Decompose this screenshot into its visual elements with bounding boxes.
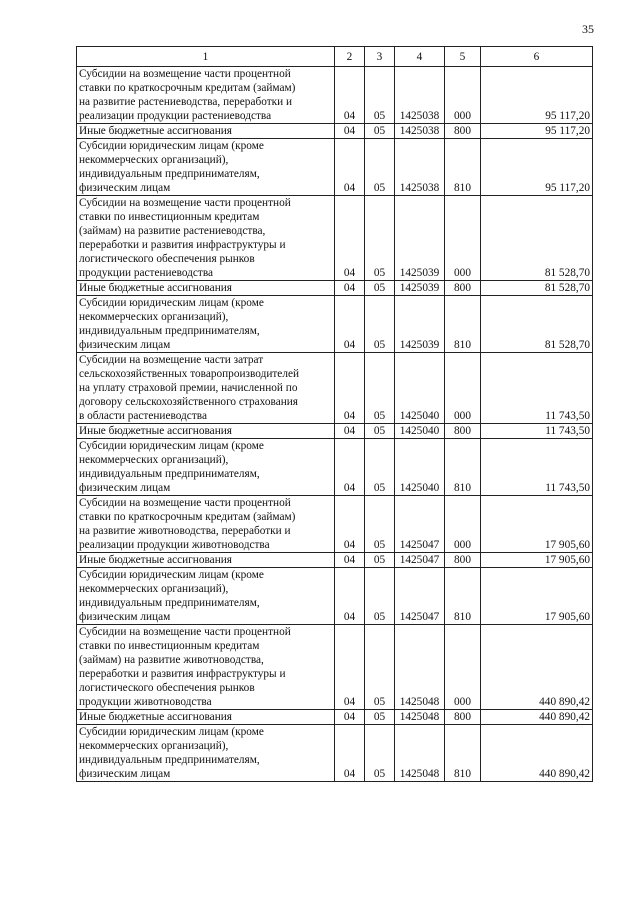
row-name-cell: Субсидии на возмещение части процентной ставки по краткосрочным кредитам (займам) на развитие животноводства, переработки и реализации продукции животноводства: [77, 496, 335, 553]
target-article-cell: 1425038: [395, 67, 445, 124]
subsection-code-cell: 05: [365, 553, 395, 568]
table-row: [77, 196, 593, 281]
table-row: [77, 710, 593, 725]
expense-type-cell: 810: [445, 439, 481, 496]
section-code-cell: 04: [335, 281, 365, 296]
subsection-code-cell: 05: [365, 139, 395, 196]
section-code-cell: 04: [335, 439, 365, 496]
table-row: [77, 496, 593, 553]
row-name-cell: Субсидии на возмещение части процентной ставки по инвестиционным кредитам (займам) на развитие животноводства, переработки и развития инфраструктуры и логистического обеспечения рынков продукции животноводства: [77, 625, 335, 710]
target-article-cell: 1425039: [395, 196, 445, 281]
row-name-cell: Субсидии юридическим лицам (кроме некоммерческих организаций), индивидуальным предпринимателям, физическим лицам: [77, 725, 335, 782]
table-body: [77, 67, 593, 782]
subsection-code-cell: 05: [365, 568, 395, 625]
table-header-row: [77, 47, 593, 67]
row-name-cell: Субсидии юридическим лицам (кроме некоммерческих организаций), индивидуальным предпринимателям, физическим лицам: [77, 439, 335, 496]
amount-cell: 95 117,20: [481, 67, 593, 124]
expense-type-cell: 800: [445, 424, 481, 439]
amount-cell: 11 743,50: [481, 353, 593, 424]
expense-type-cell: 000: [445, 196, 481, 281]
subsection-code-cell: 05: [365, 424, 395, 439]
target-article-cell: 1425039: [395, 281, 445, 296]
row-name-cell: Субсидии на возмещение части затрат сельскохозяйственных товаропроизводителей на уплату страховой премии, начисленной по договору сельскохозяйственного страхования в области растениеводства: [77, 353, 335, 424]
expense-type-cell: 800: [445, 710, 481, 725]
table-row: [77, 553, 593, 568]
section-code-cell: 04: [335, 353, 365, 424]
subsection-code-cell: 05: [365, 625, 395, 710]
expense-type-cell: 800: [445, 281, 481, 296]
section-code-cell: 04: [335, 296, 365, 353]
section-code-cell: 04: [335, 625, 365, 710]
target-article-cell: 1425047: [395, 568, 445, 625]
row-name-cell: Субсидии на возмещение части процентной ставки по инвестиционным кредитам (займам) на развитие растениеводства, переработки и развития инфраструктуры и логистического обеспечения рынков продукции растениеводства: [77, 196, 335, 281]
subsection-code-cell: 05: [365, 725, 395, 782]
subsection-code-cell: 05: [365, 710, 395, 725]
target-article-cell: 1425038: [395, 124, 445, 139]
subsection-code-cell: 05: [365, 439, 395, 496]
subsection-code-cell: 05: [365, 196, 395, 281]
amount-cell: 17 905,60: [481, 553, 593, 568]
section-code-cell: 04: [335, 710, 365, 725]
subsection-code-cell: 05: [365, 281, 395, 296]
amount-cell: 95 117,20: [481, 124, 593, 139]
target-article-cell: 1425047: [395, 553, 445, 568]
table-row: [77, 139, 593, 196]
row-name-cell: Субсидии юридическим лицам (кроме некоммерческих организаций), индивидуальным предпринимателям, физическим лицам: [77, 568, 335, 625]
amount-cell: 440 890,42: [481, 710, 593, 725]
table-row: [77, 424, 593, 439]
row-name-cell: Субсидии на возмещение части процентной ставки по краткосрочным кредитам (займам) на развитие растениеводства, переработки и реализации продукции растениеводства: [77, 67, 335, 124]
amount-cell: 81 528,70: [481, 281, 593, 296]
column-header: 6: [481, 47, 593, 67]
expense-type-cell: 800: [445, 124, 481, 139]
budget-table: [76, 46, 593, 782]
subsection-code-cell: 05: [365, 67, 395, 124]
target-article-cell: 1425048: [395, 725, 445, 782]
section-code-cell: 04: [335, 725, 365, 782]
amount-cell: 95 117,20: [481, 139, 593, 196]
column-header: 2: [335, 47, 365, 67]
table-row: [77, 124, 593, 139]
target-article-cell: 1425038: [395, 139, 445, 196]
expense-type-cell: 000: [445, 625, 481, 710]
section-code-cell: 04: [335, 424, 365, 439]
amount-cell: 81 528,70: [481, 196, 593, 281]
amount-cell: 440 890,42: [481, 625, 593, 710]
page-number: 35: [582, 22, 594, 36]
target-article-cell: 1425048: [395, 710, 445, 725]
amount-cell: 17 905,60: [481, 568, 593, 625]
expense-type-cell: 000: [445, 496, 481, 553]
table-row: [77, 296, 593, 353]
column-header: 3: [365, 47, 395, 67]
table-row: [77, 625, 593, 710]
column-header: 5: [445, 47, 481, 67]
column-header: 1: [77, 47, 335, 67]
row-name-cell: Иные бюджетные ассигнования: [77, 710, 335, 725]
row-name-cell: Субсидии юридическим лицам (кроме некоммерческих организаций), индивидуальным предпринимателям, физическим лицам: [77, 296, 335, 353]
subsection-code-cell: 05: [365, 296, 395, 353]
table-row: [77, 353, 593, 424]
expense-type-cell: 800: [445, 553, 481, 568]
subsection-code-cell: 05: [365, 124, 395, 139]
table-row: [77, 439, 593, 496]
row-name-cell: Иные бюджетные ассигнования: [77, 124, 335, 139]
section-code-cell: 04: [335, 139, 365, 196]
table-row: [77, 281, 593, 296]
target-article-cell: 1425048: [395, 625, 445, 710]
expense-type-cell: 810: [445, 568, 481, 625]
table-row: [77, 725, 593, 782]
expense-type-cell: 810: [445, 725, 481, 782]
table-row: [77, 67, 593, 124]
amount-cell: 81 528,70: [481, 296, 593, 353]
section-code-cell: 04: [335, 496, 365, 553]
target-article-cell: 1425040: [395, 353, 445, 424]
section-code-cell: 04: [335, 553, 365, 568]
amount-cell: 440 890,42: [481, 725, 593, 782]
subsection-code-cell: 05: [365, 496, 395, 553]
row-name-cell: Иные бюджетные ассигнования: [77, 553, 335, 568]
expense-type-cell: 810: [445, 296, 481, 353]
target-article-cell: 1425047: [395, 496, 445, 553]
subsection-code-cell: 05: [365, 353, 395, 424]
row-name-cell: Иные бюджетные ассигнования: [77, 424, 335, 439]
expense-type-cell: 810: [445, 139, 481, 196]
target-article-cell: 1425039: [395, 296, 445, 353]
target-article-cell: 1425040: [395, 439, 445, 496]
row-name-cell: Субсидии юридическим лицам (кроме некоммерческих организаций), индивидуальным предпринимателям, физическим лицам: [77, 139, 335, 196]
section-code-cell: 04: [335, 67, 365, 124]
section-code-cell: 04: [335, 124, 365, 139]
section-code-cell: 04: [335, 568, 365, 625]
amount-cell: 11 743,50: [481, 439, 593, 496]
expense-type-cell: 000: [445, 353, 481, 424]
section-code-cell: 04: [335, 196, 365, 281]
amount-cell: 11 743,50: [481, 424, 593, 439]
row-name-cell: Иные бюджетные ассигнования: [77, 281, 335, 296]
amount-cell: 17 905,60: [481, 496, 593, 553]
expense-type-cell: 000: [445, 67, 481, 124]
target-article-cell: 1425040: [395, 424, 445, 439]
table-row: [77, 568, 593, 625]
column-header: 4: [395, 47, 445, 67]
